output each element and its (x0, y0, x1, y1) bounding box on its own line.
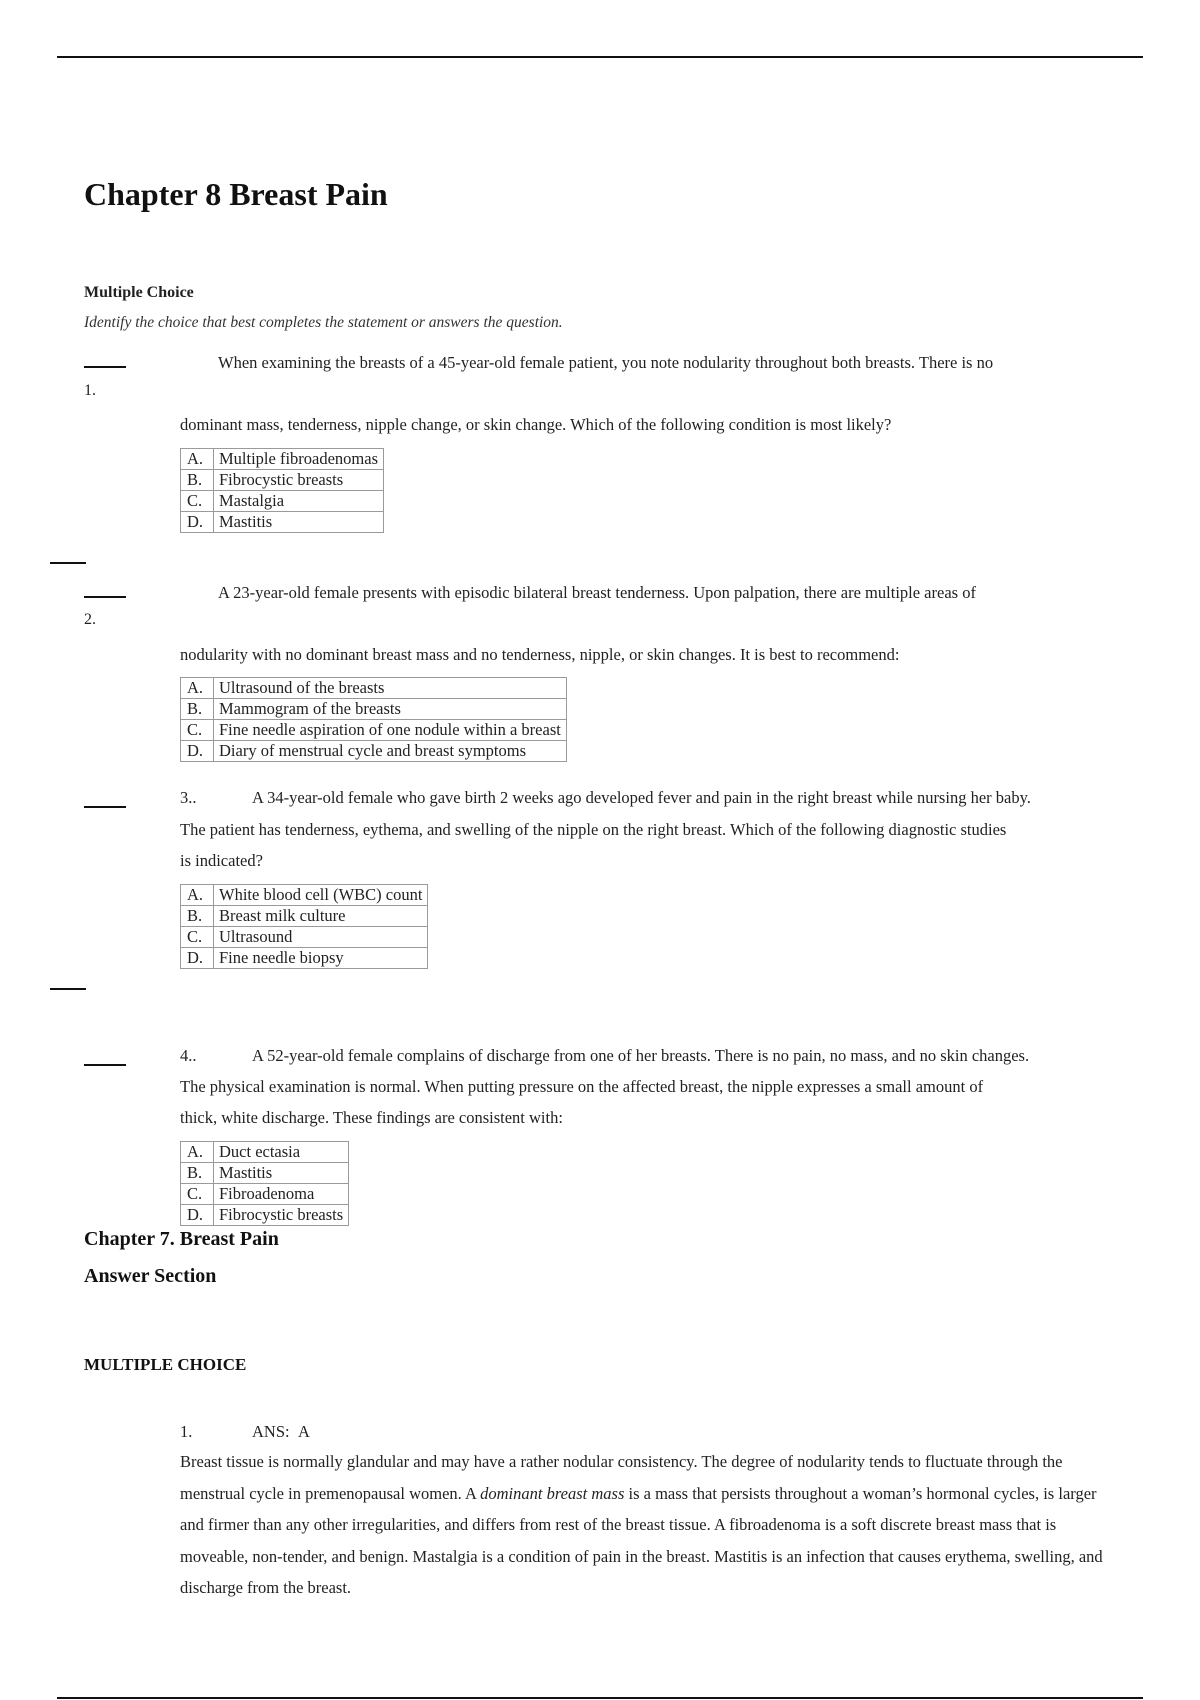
question-text-line: The physical examination is normal. When putting pressure on the affected breast, the nipple expresses a small amount of (180, 1077, 984, 1096)
option-text: Fibrocystic breasts (214, 1205, 349, 1226)
option-row[interactable] (181, 1184, 349, 1205)
question-text-line: A 34-year-old female who gave birth 2 weeks ago developed fever and pain in the right breast while nursing her baby. (252, 788, 1031, 807)
options-table (180, 884, 428, 969)
option-text: Ultrasound (214, 927, 428, 948)
question-text-line: thick, white discharge. These findings are consistent with: (180, 1108, 563, 1127)
footer-rule (57, 1697, 1143, 1699)
options-table (180, 1141, 349, 1226)
rationale-emphasis: dominant breast mass (480, 1483, 625, 1503)
option-text: Ultrasound of the breasts (214, 678, 567, 699)
option-text: Fine needle aspiration of one nodule within a breast (214, 720, 567, 741)
option-text: Mastalgia (214, 491, 384, 512)
option-text: Duct ectasia (214, 1142, 349, 1163)
rationale-text: Breast tissue is normally glandular and may have a rather nodular consistency. The degree of nodularity tends to fluctuate through the menstrual cycle in premenopausal women. A (180, 1452, 1063, 1503)
option-row[interactable] (181, 1142, 349, 1163)
option-text: Fine needle biopsy (214, 948, 428, 969)
rationale-text: is a mass that persists throughout a woman’s hormonal cycles, is larger and firmer than any other irregularities, and differs from rest of the breast tissue. A fibroadenoma is a soft discrete breast mass that is moveable, non-tender, and benign. Mastalgia is a condition of pain in the breast. Mastitis is an infection that causes erythema, swelling, and discharge from the breast. (180, 1483, 1103, 1597)
option-letter: C. (181, 491, 214, 512)
option-row[interactable] (181, 741, 567, 762)
option-row[interactable] (181, 1163, 349, 1184)
option-text: Multiple fibroadenomas (214, 449, 384, 470)
option-letter: A. (181, 678, 214, 699)
answer-line (180, 1422, 310, 1442)
option-row[interactable] (181, 906, 428, 927)
option-letter: A. (181, 449, 214, 470)
answer-blank-2[interactable] (84, 596, 126, 598)
option-letter: B. (181, 699, 214, 720)
option-row[interactable] (181, 699, 567, 720)
answer-rationale (180, 1446, 1110, 1604)
answer-label: ANS: (252, 1422, 290, 1441)
answer-chapter-title: Chapter 7. Breast Pain (84, 1228, 279, 1250)
question-text-line: nodularity with no dominant breast mass and no tenderness, nipple, or skin changes. It is best to recommend: (180, 645, 900, 664)
option-row[interactable] (181, 948, 428, 969)
option-letter: D. (181, 1205, 214, 1226)
option-letter: B. (181, 470, 214, 491)
option-text: White blood cell (WBC) count (214, 885, 428, 906)
question-text-line: When examining the breasts of a 45-year-old female patient, you note nodularity throughout both breasts. There is no (218, 353, 994, 372)
option-letter: A. (181, 885, 214, 906)
instructions: Identify the choice that best completes the statement or answers the question. (84, 314, 563, 331)
question-separator (50, 988, 86, 990)
option-text: Diary of menstrual cycle and breast symptoms (214, 741, 567, 762)
answer-blank-3[interactable] (84, 806, 126, 808)
option-row[interactable] (181, 1205, 349, 1226)
option-letter: C. (181, 720, 214, 741)
option-row[interactable] (181, 885, 428, 906)
multiple-choice-heading: MULTIPLE CHOICE (84, 1355, 247, 1374)
option-row[interactable] (181, 470, 384, 491)
header-rule (57, 56, 1143, 58)
answer-value: A (298, 1422, 310, 1441)
question-number: 4.. (180, 1046, 197, 1065)
option-letter: A. (181, 1142, 214, 1163)
option-text: Fibrocystic breasts (214, 470, 384, 491)
page-title: Chapter 8 Breast Pain (84, 176, 388, 212)
answer-section-title: Answer Section (84, 1265, 217, 1287)
option-text: Breast milk culture (214, 906, 428, 927)
option-row[interactable] (181, 449, 384, 470)
question-number: 3.. (180, 788, 197, 807)
option-text: Mastitis (214, 1163, 349, 1184)
question-separator (50, 562, 86, 564)
option-letter: B. (181, 906, 214, 927)
option-text: Mammogram of the breasts (214, 699, 567, 720)
option-letter: D. (181, 741, 214, 762)
option-letter: D. (181, 512, 214, 533)
section-heading: Multiple Choice (84, 284, 194, 301)
answer-blank-1[interactable] (84, 366, 126, 368)
question-text-line: dominant mass, tenderness, nipple change, or skin change. Which of the following condition is most likely? (180, 415, 892, 434)
option-text: Mastitis (214, 512, 384, 533)
options-table (180, 677, 567, 762)
answer-number: 1. (180, 1422, 193, 1441)
question-number: 2. (84, 611, 96, 628)
option-row[interactable] (181, 720, 567, 741)
question-text-line: A 23-year-old female presents with episodic bilateral breast tenderness. Upon palpation, there are multiple areas of (218, 583, 976, 602)
question-text-line: The patient has tenderness, eythema, and swelling of the nipple on the right breast. Which of the following diagnostic studies (180, 820, 1007, 839)
option-letter: C. (181, 1184, 214, 1205)
option-row[interactable] (181, 512, 384, 533)
option-letter: C. (181, 927, 214, 948)
option-row[interactable] (181, 678, 567, 699)
options-table (180, 448, 384, 533)
option-row[interactable] (181, 491, 384, 512)
answer-blank-4[interactable] (84, 1064, 126, 1066)
option-letter: B. (181, 1163, 214, 1184)
option-letter: D. (181, 948, 214, 969)
option-row[interactable] (181, 927, 428, 948)
question-number: 1. (84, 382, 96, 399)
option-text: Fibroadenoma (214, 1184, 349, 1205)
question-text-line: is indicated? (180, 851, 263, 870)
question-text-line: A 52-year-old female complains of discharge from one of her breasts. There is no pain, no mass, and no skin changes. (252, 1046, 1030, 1065)
